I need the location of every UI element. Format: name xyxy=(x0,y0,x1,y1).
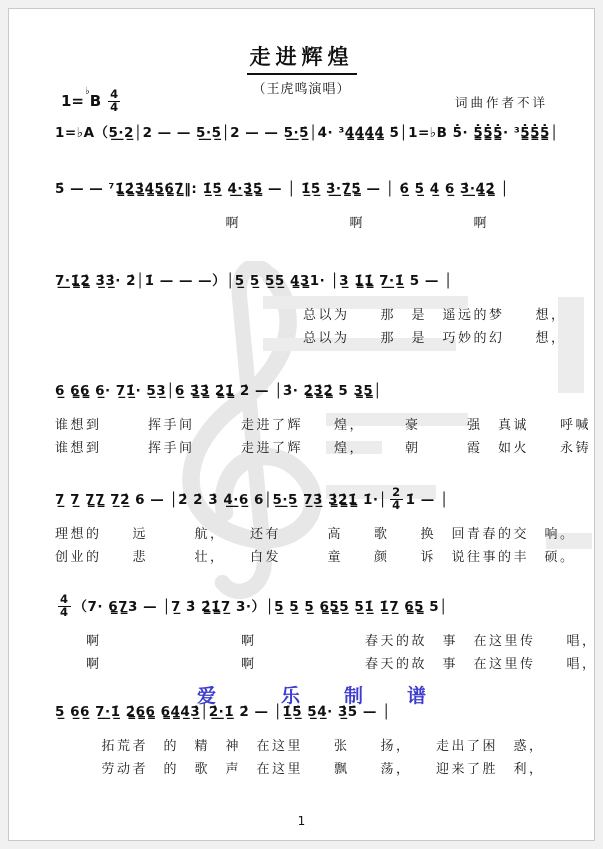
notation-line: 5̇ — — ⁷1̳̇2̳̇3̳̇4̳̇5̳̇6̳̇7̳̇‖: 1̲̇̇5̲̇ 4̲̇·̲3̳̇5̳̇ — │ 1̲̇̇5̲̇ 3̲̇·̲7̳̇5̳̇ — │ 6̲̇ 5̲̇ 4̲̇ 6̲ 3̲̇·̲4̳̇2̳̇ │ xyxy=(55,181,510,197)
time-signature: $\frac{4}{4}$ xyxy=(110,87,119,114)
sheet-page xyxy=(8,8,598,841)
music-system xyxy=(55,700,578,780)
song-subtitle: （王虎鸣演唱） xyxy=(252,82,351,97)
lyric-line: 谁想到 挥手间 走进了辉 煌， 豪 强 真诚 呼喊 xyxy=(55,418,592,433)
lyric-line: 啊 啊 啊 xyxy=(55,216,490,231)
flat-icon: ♭ xyxy=(85,86,90,97)
notation-line: $\frac{4}{4}$ （7· 6̳7̳3 — │7̲ 3̇ 2̳̇1̳̇7̲ 3·）│5̲ 5̲ 5̲ 6̳5̳5̲ 5̲1̲̇ 1̲̇7̲ 6̳5̳ 5│ xyxy=(60,592,448,619)
music-system xyxy=(55,177,578,234)
lyric-line: 劳动者 的 歌 声 在这里 飘 荡， 迎来了胜 利， xyxy=(55,762,545,777)
music-system xyxy=(55,485,578,568)
score-body xyxy=(9,9,598,840)
composer-credit: 词曲作者不详 xyxy=(454,95,548,110)
music-system xyxy=(55,269,578,349)
page-number: 1 xyxy=(297,814,306,828)
lyric-line: 啊 啊 春天的故 事 在这里传 唱， xyxy=(55,657,598,672)
notation-line: 5̲ 6̲6̲ 7̲·̲1̲̇ 2̳̇6̳6̳ 6̳4̳̇4̲̇3̲̇│2̲̇·̲1̲̇ 2̇ — │1̲̇5̲̇ 5̲̇4̲̇· 3̲̇5̇ — │ xyxy=(55,704,391,720)
song-title: 走进辉煌 xyxy=(247,41,357,75)
lyric-line: 理想的 远 航， 还有 高 歌 换 回青春的交 响。 xyxy=(55,527,576,542)
time-signature-change: $\frac{4}{4}$ xyxy=(60,592,69,619)
lyric-line: 创业的 悲 壮， 白发 童 颜 诉 说往事的丰 硕。 xyxy=(55,550,576,565)
notation-line: 6̲ 6̳6̳ 6̲· 7̲1̲̇· 5̲3̲│6̲ 3̳̇3̳̇ 2̳̇1̳̇ 2̇ — │3̇· 2̳̇3̳̇2̳̇ 5 3̳5̳│ xyxy=(55,383,382,399)
time-signature-change: $\frac{2}{4}$ xyxy=(392,485,401,512)
music-system xyxy=(55,121,578,145)
music-system xyxy=(55,379,592,459)
notation-line: 1=♭A（5̲·̲2̲│2 — — 5̲·̲5̲̇│2 — — 5̲·̲5̲̇│4̇· ³4̳̇4̳̇4̳̇4̳̇ 5̇│1=♭B 5̇· 5̳̇5̳̇5̳̇· ³5̳̇5̳̇5̳̇│ xyxy=(55,125,559,141)
notation-line: 7̲·̲1̳̇2̳̇ 3̲̇3̲̇· 2̇│1̇ — — —）│5̲ 5̲ 5̲5̲ 4̳3̳1· │3̲ 1̳̇1̳̇ 7̲·̲1̲̇ 5 — │ xyxy=(55,273,453,289)
lyric-line: 拓荒者 的 精 神 在这里 张 扬， 走出了困 惑， xyxy=(55,739,545,754)
key-text: 1=♭B xyxy=(61,86,102,110)
music-system xyxy=(55,592,598,675)
lyric-line: 谁想到 挥手间 走进了辉 煌， 朝 霞 如火 永铸 xyxy=(55,441,592,456)
brand-watermark: 爱 乐 制 谱 xyxy=(197,685,429,707)
notation-line: 7̲ 7̲ 7̳7̳ 7̲2̲̇ 6 — │2̇ 2̇ 3̇ 4̲̇·̲6̲ 6│5̲·̲5̲ 7̲3̲̇ 3̳̇2̳̇1̳̇ 1̇·│ $\frac{2}{4}$ 1̇ — │ xyxy=(55,485,449,512)
lyric-line: 总以为 那 是 巧妙的幻 想， xyxy=(55,331,567,346)
lyric-line: 总以为 那 是 遥远的梦 想， xyxy=(55,308,567,323)
lyric-line: 啊 啊 春天的故 事 在这里传 唱， xyxy=(55,634,598,649)
